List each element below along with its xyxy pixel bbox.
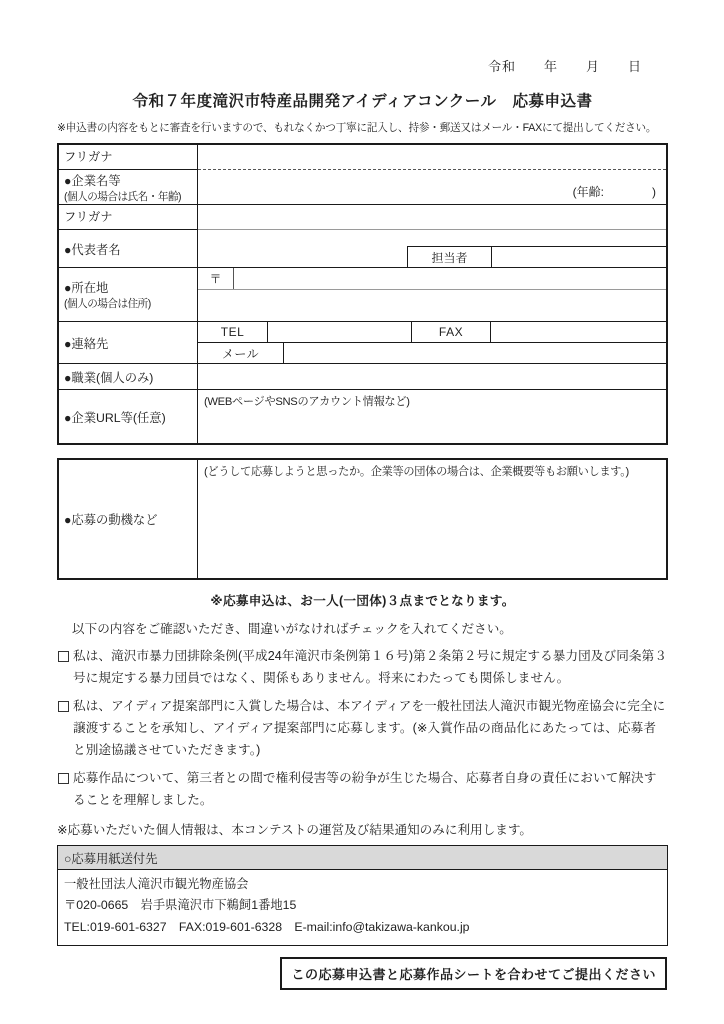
motivation-label: ●応募の動機など xyxy=(59,460,198,578)
motivation-row xyxy=(59,460,666,578)
company-url-field xyxy=(198,390,666,443)
date-line: 令和 年 月 日 xyxy=(487,59,642,74)
company-name-field xyxy=(198,170,666,204)
motivation-field xyxy=(198,460,666,578)
contact-person-label: 担当者 xyxy=(408,247,492,267)
address-field-area xyxy=(198,268,666,321)
tel-label: TEL xyxy=(198,322,268,342)
age-label: (年齢: ) xyxy=(572,185,656,199)
checkbox-icon xyxy=(58,773,69,784)
destination-header: ○応募用紙送付先 xyxy=(58,846,667,870)
representative-row xyxy=(59,230,666,268)
contact-row xyxy=(59,322,666,364)
contact-grid xyxy=(198,322,666,363)
company-name-row xyxy=(59,170,666,205)
destination-box xyxy=(57,845,668,947)
destination-organization: 一般社団法人滝沢市観光物産協会 xyxy=(64,876,249,891)
privacy-note: ※応募いただいた個人情報は、本コンテストの運営及び結果通知のみに利用します。 xyxy=(57,822,533,837)
top-instruction-note: ※申込書の内容をもとに審査を行いますので、もれなくかつ丁寧に記入し、持参・郵送又はメール・FAXにて提出してください。 xyxy=(57,122,657,134)
tel-fax-subrow xyxy=(198,322,666,342)
address-row xyxy=(59,268,666,322)
company-name-label-cell xyxy=(59,170,198,204)
address-label: ●所在地 xyxy=(64,281,109,295)
checkbox-item-idea-transfer xyxy=(57,696,668,761)
motivation-hint: (どうして応募しようと思ったか。企業等の団体の場合は、企業概要等もお願いします。) xyxy=(204,466,629,478)
company-url-hint: (WEBページやSNSのアカウント情報など) xyxy=(204,396,410,408)
address-label-cell xyxy=(59,268,198,321)
contact-person-box xyxy=(407,246,666,267)
destination-contacts: TEL:019-601-6327 FAX:019-601-6328 E-mail:info@takizawa-kankou.jp xyxy=(64,920,470,935)
destination-address: 〒020-0665 岩手県滝沢市下鵜飼1番地15 xyxy=(64,898,297,913)
fax-field xyxy=(491,322,666,342)
checkbox-text: 私は、滝沢市暴力団排除条例(平成24年滝沢市条例第１６号)第２条第２号に規定する暴力団及び同条第３号に規定する暴力団員ではなく、関係もありません。将来にわたっても関係しません。 xyxy=(73,649,668,685)
company-name-sublabel: (個人の場合は氏名・年齢) xyxy=(64,190,182,203)
confirmation-checkbox-list xyxy=(57,646,668,812)
postal-mark-icon: 〒 xyxy=(198,268,234,289)
company-name-label: ●企業名等 xyxy=(64,173,121,188)
check-instruction: 以下の内容をご確認いただき、間違いがなければチェックを入れてください。 xyxy=(72,622,512,636)
occupation-label: ●職業(個人のみ) xyxy=(59,364,198,389)
entry-limit-note: ※応募申込は、お一人(一団体)３点までとなります。 xyxy=(210,594,515,608)
motivation-table xyxy=(57,458,668,580)
company-url-row xyxy=(59,390,666,443)
postal-code-field xyxy=(234,268,666,289)
submit-together-note: この応募申込書と応募作品シートを合わせてご提出ください xyxy=(280,957,667,990)
tel-field xyxy=(268,322,411,342)
contact-label: ●連絡先 xyxy=(59,322,198,363)
checkbox-icon xyxy=(58,651,69,662)
applicant-info-table xyxy=(57,143,668,445)
fax-label: FAX xyxy=(411,322,491,342)
mail-label: メール xyxy=(198,343,284,363)
furigana-label-representative: フリガナ xyxy=(59,205,198,230)
furigana-field-company xyxy=(198,145,666,170)
representative-label: ●代表者名 xyxy=(59,230,198,267)
address-field xyxy=(198,290,666,320)
checkbox-item-rights-dispute xyxy=(57,768,668,811)
mail-subrow xyxy=(198,342,666,363)
representative-field xyxy=(198,230,666,267)
destination-body xyxy=(58,870,667,946)
checkbox-icon xyxy=(58,701,69,712)
submit-note-wrap xyxy=(57,957,668,990)
checkbox-text: 私は、アイディア提案部門に入賞した場合は、本アイディアを一般社団法人滝沢市観光物産協会に完全に譲渡することを承知し、アイディア提案部門に応募します。(※入賞作品の商品化にあたっては、応募者と別途協議させていただきます。) xyxy=(73,699,666,757)
checkbox-item-antisocial xyxy=(57,646,668,689)
address-sublabel: (個人の場合は住所) xyxy=(64,298,151,310)
occupation-row xyxy=(59,364,666,390)
furigana-row-representative xyxy=(59,205,666,230)
furigana-row-company xyxy=(59,145,666,170)
checkbox-text: 応募作品について、第三者との間で権利侵害等の紛争が生じた場合、応募者自身の責任において解決することを理解しました。 xyxy=(73,771,657,807)
furigana-field-representative xyxy=(198,205,666,230)
company-url-label: ●企業URL等(任意) xyxy=(59,390,198,443)
postal-code-row xyxy=(198,268,666,290)
furigana-label-company: フリガナ xyxy=(59,145,198,170)
form-title: 令和７年度滝沢市特産品開発アイディアコンクール 応募申込書 xyxy=(132,93,593,110)
mail-field xyxy=(284,343,666,363)
contact-person-field xyxy=(492,247,666,267)
occupation-field xyxy=(198,364,666,389)
